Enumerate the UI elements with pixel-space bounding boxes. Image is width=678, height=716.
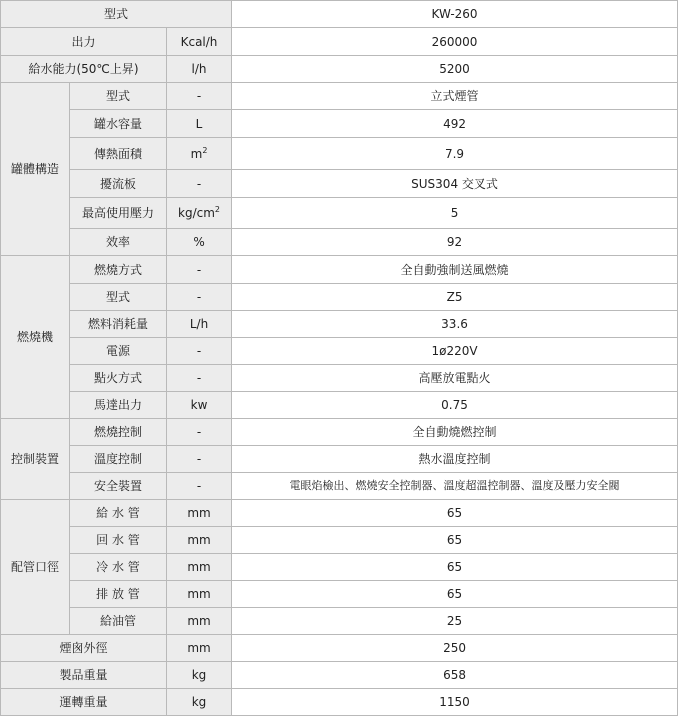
row-value: 658	[232, 662, 678, 689]
row-label: 型式	[70, 83, 167, 110]
table-row-temperature-control	[1, 446, 678, 473]
table-row-motor-output	[1, 392, 678, 419]
table-row-chimney	[1, 635, 678, 662]
table-row-ignition	[1, 365, 678, 392]
row-value: Z5	[232, 284, 678, 311]
table-row-product-weight	[1, 662, 678, 689]
row-label: 型式	[70, 284, 167, 311]
row-label: 煙囪外徑	[1, 635, 167, 662]
group-label-tank-structure: 罐體構造	[1, 83, 70, 256]
row-unit: -	[167, 338, 232, 365]
unit-superscript: 2	[202, 145, 208, 155]
table-row-water-capacity	[1, 110, 678, 138]
row-label: 溫度控制	[70, 446, 167, 473]
table-row-baffle	[1, 170, 678, 198]
row-unit: -	[167, 365, 232, 392]
table-row-efficiency	[1, 229, 678, 256]
table-row-supply-pipe	[1, 500, 678, 527]
table-row-max-pressure	[1, 198, 678, 229]
table-row-burner-model	[1, 284, 678, 311]
row-label: 馬達出力	[70, 392, 167, 419]
table-row-water-supply	[1, 56, 678, 83]
row-label: 燃燒方式	[70, 256, 167, 284]
row-label: 給水能力(50℃上昇)	[1, 56, 167, 83]
row-unit	[167, 138, 232, 170]
row-label: 出力	[1, 28, 167, 56]
table-row-fuel-consumption	[1, 311, 678, 338]
row-value: 65	[232, 554, 678, 581]
group-label-piping: 配管口徑	[1, 500, 70, 635]
table-row-tank-model	[1, 83, 678, 110]
row-unit: kg	[167, 689, 232, 716]
row-value: 25	[232, 608, 678, 635]
row-unit: -	[167, 473, 232, 500]
row-label: 電源	[70, 338, 167, 365]
table-row-return-pipe	[1, 527, 678, 554]
row-value: 65	[232, 581, 678, 608]
row-value: 5	[232, 198, 678, 229]
unit-superscript: 2	[214, 205, 221, 214]
row-unit: L/h	[167, 311, 232, 338]
row-unit: mm	[167, 527, 232, 554]
row-unit: mm	[167, 500, 232, 527]
row-unit: l/h	[167, 56, 232, 83]
row-label: 點火方式	[70, 365, 167, 392]
row-label: 效率	[70, 229, 167, 256]
row-label: 燃料消耗量	[70, 311, 167, 338]
table-row-combustion-control	[1, 419, 678, 446]
row-unit: -	[167, 419, 232, 446]
row-value: 全自動燒燃控制	[232, 419, 678, 446]
row-unit: kg	[167, 662, 232, 689]
row-value: 492	[232, 110, 678, 138]
row-value: SUS304 交叉式	[232, 170, 678, 198]
row-unit: L	[167, 110, 232, 138]
table-row-operating-weight	[1, 689, 678, 716]
row-value: 65	[232, 527, 678, 554]
row-value: 1150	[232, 689, 678, 716]
row-label: 回 水 管	[70, 527, 167, 554]
unit-base: m	[190, 146, 203, 161]
row-label: 擾流板	[70, 170, 167, 198]
row-value: 65	[232, 500, 678, 527]
row-value: 0.75	[232, 392, 678, 419]
row-value: 7.9	[232, 138, 678, 170]
row-label: 給油管	[70, 608, 167, 635]
row-value: 92	[232, 229, 678, 256]
row-unit: -	[167, 83, 232, 110]
row-label: 冷 水 管	[70, 554, 167, 581]
row-label: 排 放 管	[70, 581, 167, 608]
row-label: 最高使用壓力	[70, 198, 167, 229]
row-value: 1ø220V	[232, 338, 678, 365]
row-unit: mm	[167, 608, 232, 635]
row-unit: -	[167, 446, 232, 473]
group-label-burner: 燃燒機	[1, 256, 70, 419]
table-row-oil-pipe	[1, 608, 678, 635]
row-value: 250	[232, 635, 678, 662]
table-row-heat-area	[1, 138, 678, 170]
row-unit: -	[167, 256, 232, 284]
row-label: 型式	[1, 1, 232, 28]
row-label: 燃燒控制	[70, 419, 167, 446]
row-unit: %	[167, 229, 232, 256]
row-unit: kw	[167, 392, 232, 419]
row-unit: mm	[167, 635, 232, 662]
table-row-model	[1, 1, 678, 28]
row-unit: mm	[167, 581, 232, 608]
row-label: 罐水容量	[70, 110, 167, 138]
row-value: 高壓放電點火	[232, 365, 678, 392]
row-value: 立式煙管	[232, 83, 678, 110]
table-row-power	[1, 338, 678, 365]
table-row-cold-pipe	[1, 554, 678, 581]
row-value: 5200	[232, 56, 678, 83]
row-value: 33.6	[232, 311, 678, 338]
table-row-output	[1, 28, 678, 56]
row-value: KW-260	[232, 1, 678, 28]
row-label: 安全裝置	[70, 473, 167, 500]
row-value: 全自動強制送風燃燒	[232, 256, 678, 284]
row-value: 電眼焰檢出、燃燒安全控制器、溫度超溫控制器、溫度及壓力安全閥	[232, 473, 678, 500]
row-unit: mm	[167, 554, 232, 581]
unit-base: kg/cm	[178, 206, 215, 220]
row-label: 運轉重量	[1, 689, 167, 716]
row-label: 傳熱面積	[70, 138, 167, 170]
table-row-drain-pipe	[1, 581, 678, 608]
table-row-combustion-method	[1, 256, 678, 284]
row-value: 260000	[232, 28, 678, 56]
table-row-safety	[1, 473, 678, 500]
row-value: 熱水溫度控制	[232, 446, 678, 473]
row-label: 給 水 管	[70, 500, 167, 527]
row-unit: -	[167, 284, 232, 311]
row-unit	[167, 198, 232, 229]
row-unit: -	[167, 170, 232, 198]
group-label-control: 控制裝置	[1, 419, 70, 500]
row-unit: Kcal/h	[167, 28, 232, 56]
row-label: 製品重量	[1, 662, 167, 689]
